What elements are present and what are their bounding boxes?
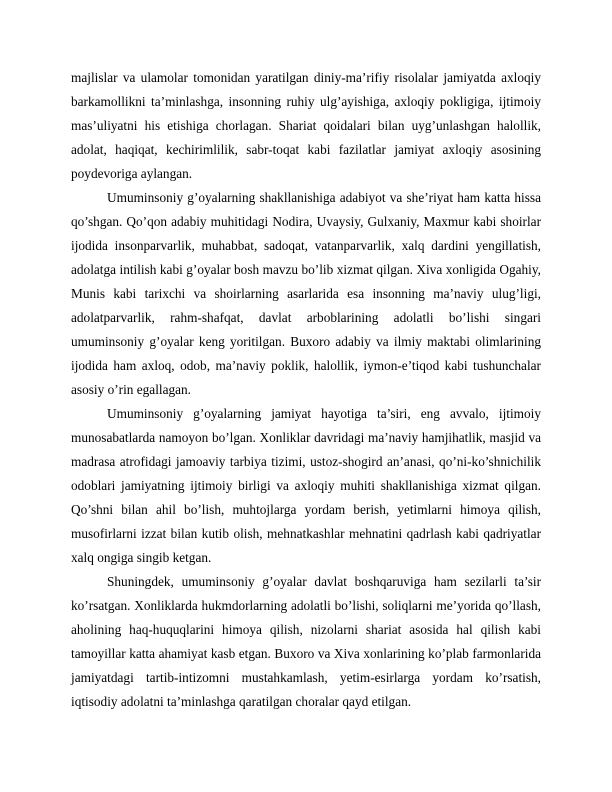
paragraph-3: Umuminsoniy g’oyalarning jamiyat hayotiga ta’siri, eng avvalo, ijtimoiy munosabatlarda namoyon bo’lgan. Xonliklar davridagi ma’naviy hamjihatlik, masjid va madrasa atrofidagi jamoaviy tarbiya tizimi, ustoz-shogird an’anasi, qo’ni-ko’shnichilik odoblari jamiyatning ijtimoiy birligi va axloqiy muhiti shakllanishiga xizmat qilgan. Qo’shni bilan ahil bo’lish, muhtojlarga yordam berish, yetimlarni himoya qilish, musofirlarni izzat bilan kutib olish, mehnatkashlar mehnatini qadrlash kabi qadriyatlar xalq ongiga singib ketgan.: [71, 406, 541, 565]
paragraph-2: Umuminsoniy g’oyalarning shakllanishiga adabiyot va she’riyat ham katta hissa qo’shgan. Qo’qon adabiy muhitidagi Nodira, Uvaysiy, Gulxaniy, Maxmur kabi shoirlar ijodida insonparvarlik, muhabbat, sadoqat, vatanparvarlik, xalq dardini yengillatish, adolatga intilish kabi g’oyalar bosh mavzu bo’lib xizmat qilgan. Xiva xonligida Ogahiy, Munis kabi tarixchi va shoirlarning asarlarida esa insonning ma’naviy ulug’ligi, adolatparvarlik, rahm-shafqat, davlat arboblarining adolatli bo’lishi singari umuminsoniy g’oyalar keng yoritilgan. Buxoro adabiy va ilmiy maktabi olimlarining ijodida ham axloq, odob, ma’naviy poklik, halollik, iymon-e’tiqod kabi tushunchalar asosiy o’rin egallagan.: [71, 190, 541, 397]
paragraph-1: majlislar va ulamolar tomonidan yaratilgan diniy-ma’rifiy risolalar jamiyatda axloqiy barkamollikni ta’minlashga, insonning ruhiy ulg’ayishiga, axloqiy pokligiga, ijtimoiy mas’uliyatni his etishiga chorlagan. Shariat qoidalari bilan uyg’unlashgan halollik, adolat, haqiqat, kechirimlilik, sabr-toqat kabi fazilatlar jamiyat axloqiy asosining poydevoriga aylangan.: [71, 70, 541, 181]
paragraph-4: Shuningdek, umuminsoniy g’oyalar davlat boshqaruviga ham sezilarli ta’sir ko’rsatgan. Xonliklarda hukmdorlarning adolatli bo’lishi, soliqlarni me’yorida qo’llash, aholining haq-huquqlarini himoya qilish, nizolarni shariat asosida hal qilish kabi tamoyillar katta ahamiyat kasb etgan. Buxoro va Xiva xonlarining ko’plab farmonlarida jamiyatdagi tartib-intizomni mustahkamlash, yetim-esirlarga yordam ko’rsatish, iqtisodiy adolatni ta’minlashga qaratilgan choralar qayd etilgan.: [71, 574, 541, 709]
document-page: [71, 66, 541, 714]
